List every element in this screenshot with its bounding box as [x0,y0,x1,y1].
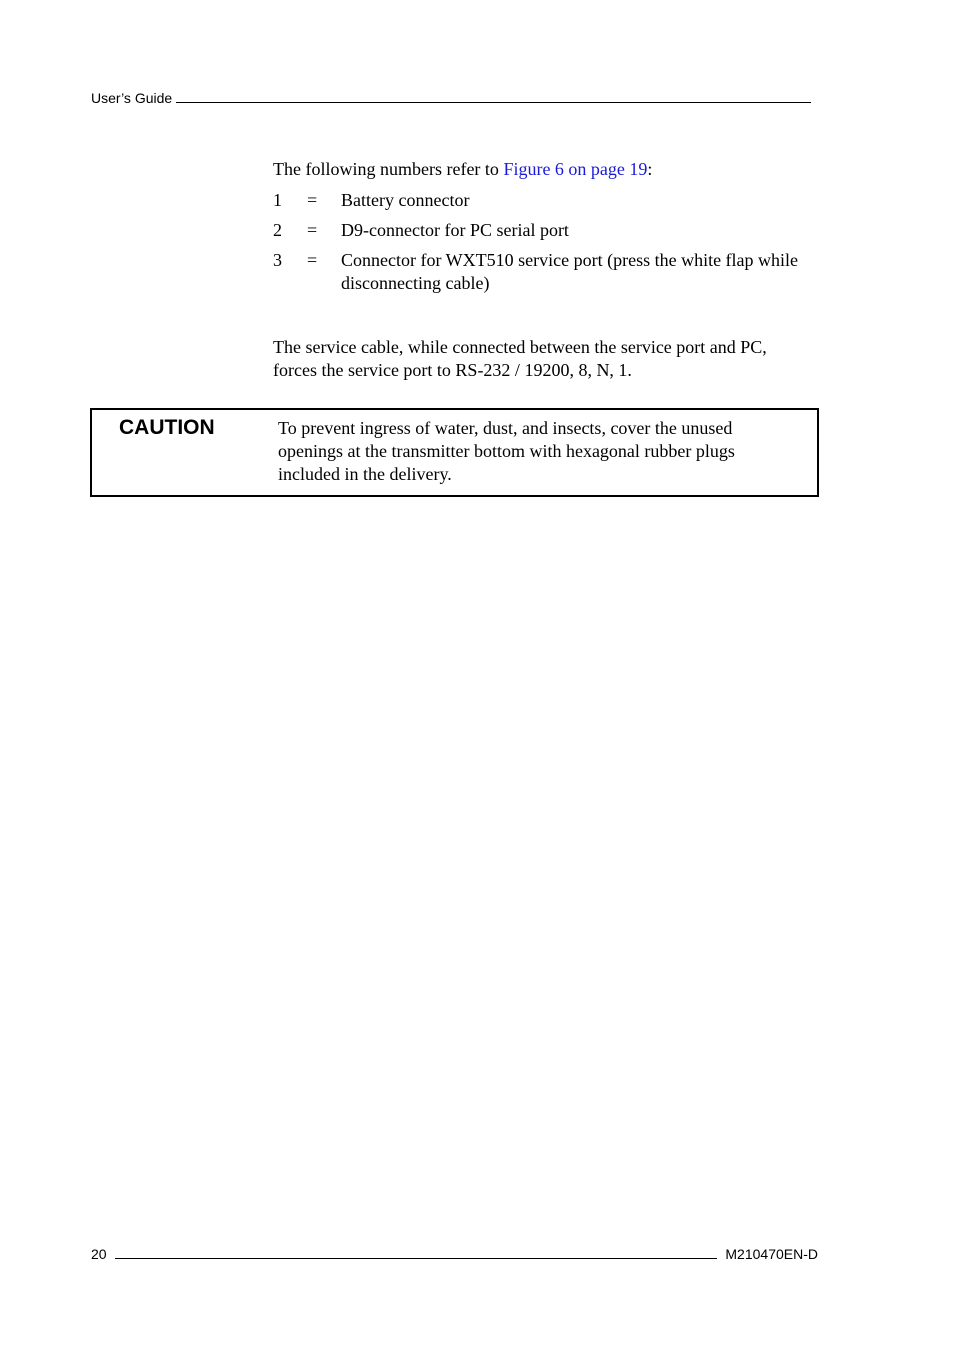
list-item-description: Connector for WXT510 service port (press the white flap while disconnecting cable) [341,250,799,293]
list-item [273,249,813,295]
header-title: User’s Guide [91,90,173,106]
caution-box [90,408,819,497]
list-item-description: D9-connector for PC serial port [341,220,569,240]
list-item-number: 3 [273,250,282,270]
list-item-equals: = [307,250,318,270]
list-item-number: 2 [273,220,282,240]
list-item [273,189,813,212]
intro-line [273,158,813,181]
intro-prefix: The following numbers refer to [273,159,504,179]
footer-rule [115,1258,718,1259]
connector-list [273,189,813,302]
list-item-equals: = [307,190,318,210]
intro-suffix: : [647,159,653,179]
list-item-description: Battery connector [341,190,470,210]
figure-link[interactable]: Figure 6 on page 19 [503,159,648,179]
page-number: 20 [91,1246,107,1262]
document-id: M210470EN-D [725,1246,818,1262]
list-item-equals: = [307,220,318,240]
page-header [91,86,811,106]
list-item [273,219,813,242]
caution-label: CAUTION [119,416,215,439]
list-item-number: 1 [273,190,282,210]
header-rule [176,102,811,103]
page-footer [91,1242,818,1262]
service-cable-paragraph: The service cable, while connected between the service port and PC, forces the service port to RS-232 / 19200, 8, N, 1. [273,337,767,380]
caution-text: To prevent ingress of water, dust, and insects, cover the unused openings at the transmitter bottom with hexagonal rubber plugs included in the delivery. [278,418,735,484]
